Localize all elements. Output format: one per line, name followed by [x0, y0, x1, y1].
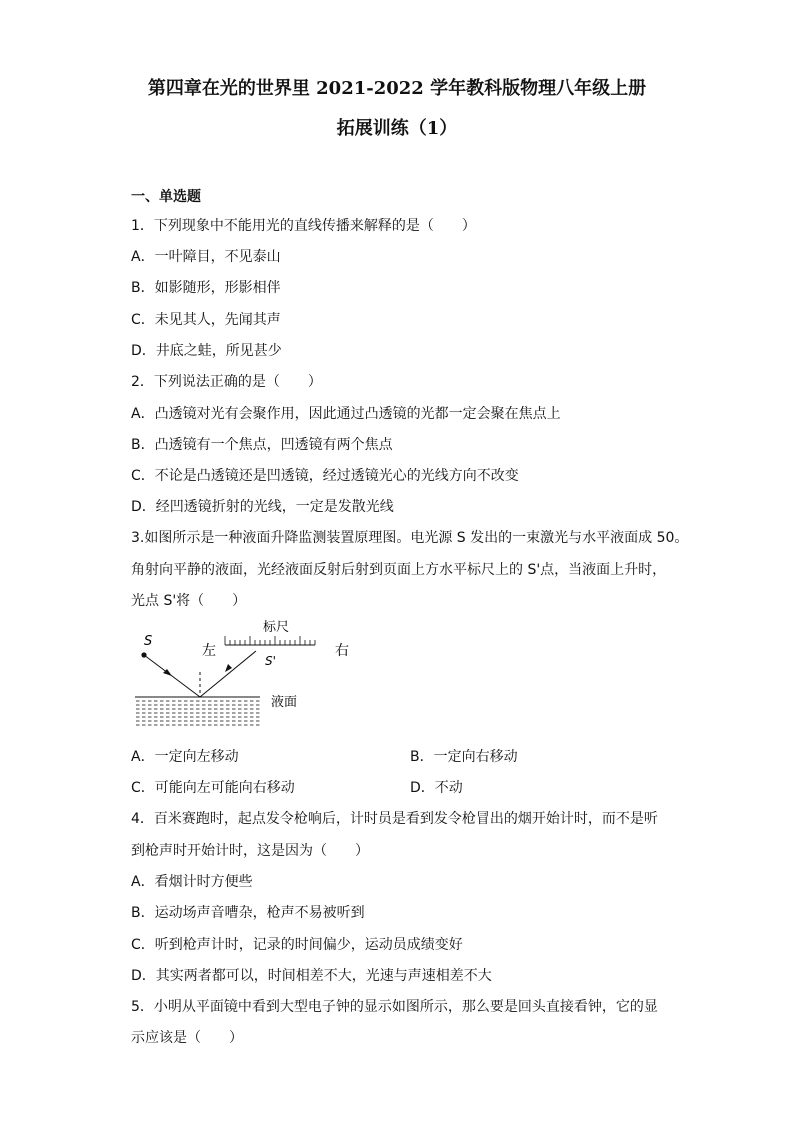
doc-title-line-2: 拓展训练（1） — [336, 118, 458, 139]
question-3-stem-line-2: 角射向平静的液面，光经液面反射后射到页面上方水平标尺上的 S'点，当液面上升时， — [131, 562, 667, 578]
ruler-scale — [225, 636, 315, 645]
question-4-option-c: C．听到枪声计时，记录的时间偏少，运动员成绩变好 — [131, 937, 463, 953]
liquid-hatching — [136, 701, 260, 725]
question-1-option-d: D．井底之蛙，所见甚少 — [131, 343, 282, 359]
question-4-option-b: B．运动场声音嘈杂，枪声不易被听到 — [131, 905, 365, 921]
question-3-stem-line-1: 3.如图所示是一种液面升降监测装置原理图。电光源 S 发出的一束激光与水平液面成 50。 — [131, 530, 689, 546]
doc-title-line-1: 第四章在光的世界里 2021-2022 学年教科版物理八年级上册 — [147, 78, 647, 99]
right-label: 右 — [335, 643, 349, 659]
question-1-option-c: C．未见其人，先闻其声 — [131, 312, 281, 328]
section-heading: 一、单选题 — [131, 189, 201, 205]
question-3-option-a: A．一定向左移动 — [131, 749, 239, 765]
ruler-label: 标尺 — [263, 620, 290, 635]
question-2-option-d: D．经凹透镜折射的光线，一定是发散光线 — [131, 499, 394, 515]
question-3-option-c: C．可能向左可能向右移动 — [131, 780, 295, 796]
question-1-stem: 1．下列现象中不能用光的直线传播来解释的是（ ） — [131, 218, 476, 234]
s-prime-label: S' — [265, 654, 276, 668]
reflected-ray-arrow — [225, 664, 232, 672]
liquid-surface-label: 液面 — [271, 695, 298, 710]
question-3-option-d: D．不动 — [410, 780, 463, 796]
question-4-stem-line-1: 4．百米赛跑时，起点发令枪响后，计时员是看到发令枪冒出的烟开始计时，而不是听 — [131, 811, 658, 827]
question-5-stem-line-2: 示应该是（ ） — [131, 1030, 243, 1046]
question-4-option-d: D．其实两者都可以，时间相差不大，光速与声速相差不大 — [131, 968, 492, 984]
question-1-option-a: A．一叶障目，不见泰山 — [131, 249, 281, 265]
question-4-option-a: A．看烟计时方便些 — [131, 874, 253, 890]
left-label: 左 — [202, 643, 216, 659]
question-3-stem-line-3: 光点 S'将（ ） — [131, 593, 247, 609]
question-5-stem-line-1: 5．小明从平面镜中看到大型电子钟的显示如图所示，那么要是回头直接看钟，它的显 — [131, 999, 658, 1015]
source-label: S — [144, 634, 153, 649]
question-4-stem-line-2: 到枪声时开始计时，这是因为（ ） — [131, 843, 369, 859]
question-3-option-b: B．一定向右移动 — [410, 749, 518, 765]
liquid-level-diagram — [135, 615, 365, 735]
question-2-option-b: B．凸透镜有一个焦点，凹透镜有两个焦点 — [131, 437, 393, 453]
question-2-stem: 2．下列说法正确的是（ ） — [131, 374, 322, 390]
question-2-option-a: A．凸透镜对光有会聚作用，因此通过凸透镜的光都一定会聚在焦点上 — [131, 406, 561, 422]
question-1-option-b: B．如影随形，形影相伴 — [131, 280, 281, 296]
question-2-option-c: C．不论是凸透镜还是凹透镜，经过透镜光心的光线方向不改变 — [131, 468, 519, 484]
